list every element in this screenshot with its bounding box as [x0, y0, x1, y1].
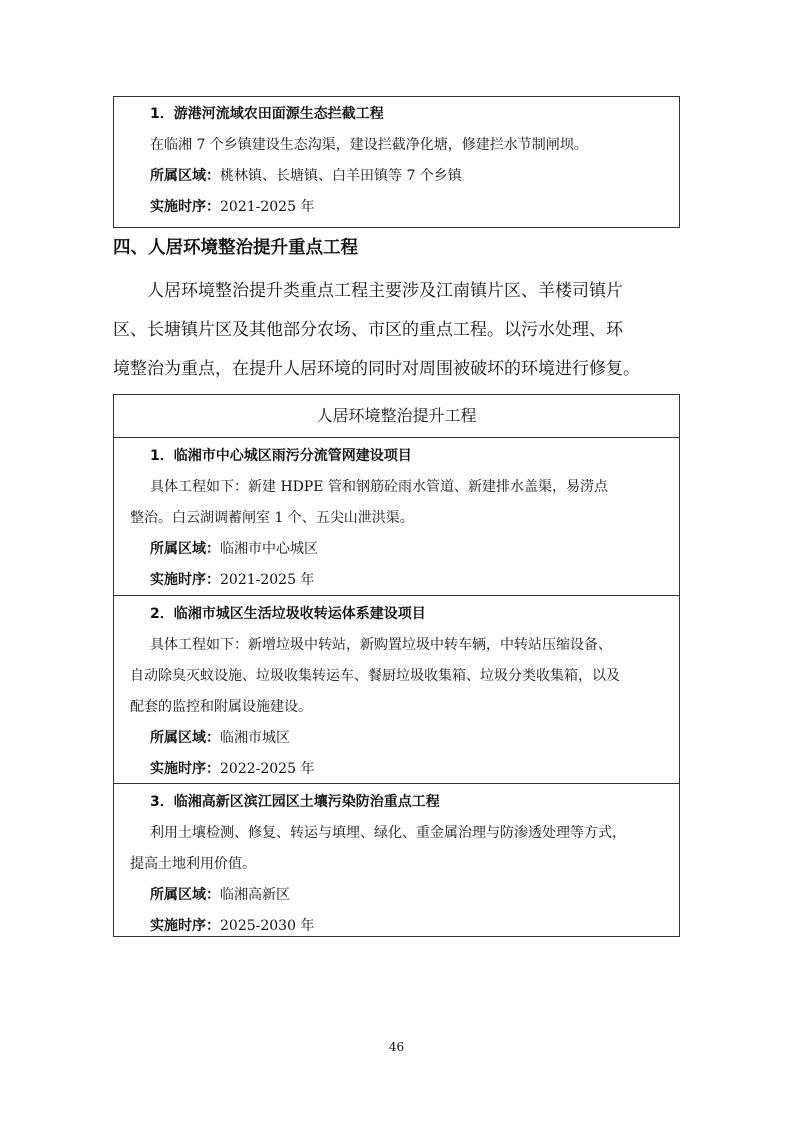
project-timeline [130, 911, 661, 942]
timeline-value: 2022-2025 年 [220, 761, 315, 777]
project-timeline [130, 565, 661, 596]
project-description-line: 提高土地利用价值。 [130, 856, 256, 872]
project-description-line: 具体工程如下：新建 HDPE 管和钢筋砼雨水管道、新建排水盖渠，易涝点 [150, 479, 608, 495]
region-value: 临湘市城区 [220, 730, 290, 746]
project-region [130, 723, 661, 754]
region-label: 所属区域： [150, 168, 220, 184]
timeline-label: 实施时序： [150, 199, 220, 215]
region-value: 临湘高新区 [220, 887, 290, 903]
project-title: 1．临湘市中心城区雨污分流管网建设项目 [150, 448, 412, 464]
project-description-line: 自动除臭灭蚊设施、垃圾收集转运车、餐厨垃圾收集箱、垃圾分类收集箱，以及 [130, 668, 620, 684]
intro-line: 人居环境整治提升类重点工程主要涉及江南镇片区、羊楼司镇片 [147, 281, 623, 301]
project-description-line: 整治。白云湖调蓄闸室 1 个、五尖山泄洪渠。 [130, 510, 414, 526]
project-table [113, 394, 680, 937]
project-description: 在临湘 7 个乡镇建设生态沟渠，建设拦截净化塘，修建拦水节制闸坝。 [150, 137, 588, 153]
region-label: 所属区域： [150, 541, 220, 557]
top-project-box [113, 96, 680, 228]
project-region [130, 534, 661, 565]
timeline-label: 实施时序： [150, 918, 220, 934]
table-header: 人居环境整治提升工程 [316, 406, 477, 425]
project-cell [114, 437, 679, 595]
project-region [130, 880, 661, 911]
timeline-label: 实施时序： [150, 572, 220, 588]
intro-line: 境整治为重点，在提升人居环境的同时对周围被破坏的环境进行修复。 [113, 359, 640, 379]
intro-paragraph [113, 272, 681, 389]
region-value: 桃林镇、长塘镇、白羊田镇等 7 个乡镇 [220, 168, 462, 184]
project-description-line: 利用土壤检测、修复、转运与填埋、绿化、重金属治理与防渗透处理等方式， [150, 825, 626, 841]
project-title: 1．游港河流域农田面源生态拦截工程 [150, 106, 384, 122]
page-number: 46 [388, 1040, 405, 1054]
project-cell [114, 595, 679, 783]
project-timeline [130, 192, 661, 223]
section-heading: 四、人居环境整治提升重点工程 [113, 238, 358, 258]
timeline-label: 实施时序： [150, 761, 220, 777]
region-label: 所属区域： [150, 730, 220, 746]
project-description-line: 具体工程如下：新增垃圾中转站，新购置垃圾中转车辆，中转站压缩设备、 [150, 637, 612, 653]
intro-line: 区、长塘镇片区及其他部分农场、市区的重点工程。以污水处理、环 [113, 320, 623, 340]
project-timeline [130, 754, 661, 785]
project-title: 2．临湘市城区生活垃圾收转运体系建设项目 [150, 606, 426, 622]
timeline-value: 2025-2030 年 [220, 918, 315, 934]
project-cell [114, 97, 679, 223]
project-title: 3．临湘高新区滨江园区土壤污染防治重点工程 [150, 794, 440, 810]
project-region [130, 161, 661, 192]
region-value: 临湘市中心城区 [220, 541, 318, 557]
project-cell [114, 783, 679, 936]
region-label: 所属区域： [150, 887, 220, 903]
timeline-value: 2021-2025 年 [220, 572, 315, 588]
timeline-value: 2021-2025 年 [220, 199, 315, 215]
project-description-line: 配套的监控和附属设施建设。 [130, 699, 312, 715]
